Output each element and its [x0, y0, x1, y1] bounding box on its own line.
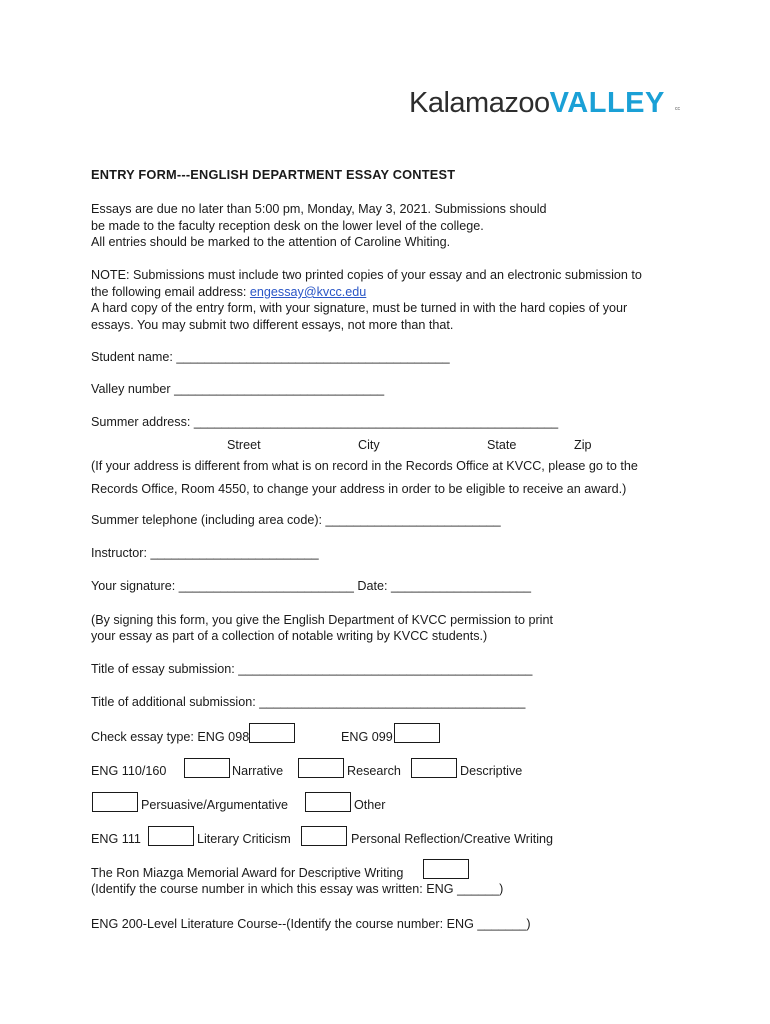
literary-label: Literary Criticism — [197, 832, 291, 846]
descriptive-checkbox[interactable] — [411, 758, 457, 778]
student-name-field[interactable]: Student name: _______________________________________ — [91, 350, 450, 364]
persuasive-checkbox[interactable] — [92, 792, 138, 812]
summer-address-field[interactable]: Summer address: ____________________________________________________ — [91, 415, 559, 429]
intro-line-1: Essays are due no later than 5:00 pm, Monday, May 3, 2021. Submissions should — [91, 202, 547, 216]
permission-line-1: (By signing this form, you give the English Department of KVCC permission to print — [91, 613, 553, 627]
email-link[interactable]: engessay@kvcc.edu — [249, 285, 367, 299]
logo-valley: VALLEY — [549, 87, 665, 119]
note-line-4: essays. You may submit two different essays, not more than that. — [91, 318, 454, 332]
intro-line-2: be made to the faculty reception desk on the lower level of the college. — [91, 219, 484, 233]
additional-title-field[interactable]: Title of additional submission: ______________________________________ — [91, 695, 526, 709]
eng110-label: ENG 110/160 — [91, 764, 167, 778]
instructor-field[interactable]: Instructor: ________________________ — [91, 546, 319, 560]
eng098-checkbox[interactable] — [249, 723, 295, 743]
narrative-label: Narrative — [232, 764, 284, 778]
note-line-2 — [91, 284, 366, 300]
signature-date-field[interactable]: Your signature: _________________________ Date: ____________________ — [91, 579, 532, 593]
address-note-line-1: (If your address is different from what is on record in the Records Office at KVCC, please go to the — [91, 459, 638, 473]
personal-checkbox[interactable] — [301, 826, 347, 846]
award-line-2: (Identify the course number in which this essay was written: ENG ______) — [91, 882, 504, 896]
award-line-1: The Ron Miazga Memorial Award for Descriptive Writing — [91, 866, 404, 880]
intro-line-3: All entries should be marked to the attention of Caroline Whiting. — [91, 235, 451, 249]
descriptive-label: Descriptive — [460, 764, 523, 778]
page-title: ENTRY FORM---ENGLISH DEPARTMENT ESSAY CONTEST — [91, 167, 456, 182]
personal-label: Personal Reflection/Creative Writing — [351, 832, 554, 846]
research-checkbox[interactable] — [298, 758, 344, 778]
telephone-field[interactable]: Summer telephone (including area code): _________________________ — [91, 513, 501, 527]
address-street-label: Street — [227, 438, 261, 452]
essay-type-label: Check essay type: ENG 098 — [91, 730, 250, 744]
address-city-label: City — [358, 438, 380, 452]
permission-line-2: your essay as part of a collection of notable writing by KVCC students.) — [91, 629, 488, 643]
award-line-3: ENG 200-Level Literature Course--(Identify the course number: ENG _______) — [91, 917, 531, 931]
note-email-prefix: the following email address: — [91, 285, 250, 299]
address-state-label: State — [487, 438, 517, 452]
address-note-line-2: Records Office, Room 4550, to change your address in order to be eligible to receive an award.) — [91, 482, 627, 496]
narrative-checkbox[interactable] — [184, 758, 230, 778]
logo-mark: cc — [675, 106, 680, 112]
eng111-label: ENG 111 — [91, 832, 141, 846]
note-line-3: A hard copy of the entry form, with your signature, must be turned in with the hard copies of your — [91, 301, 628, 315]
award-checkbox[interactable] — [423, 859, 469, 879]
kvcc-logo — [409, 86, 680, 120]
essay-title-field[interactable]: Title of essay submission: __________________________________________ — [91, 662, 533, 676]
literary-checkbox[interactable] — [148, 826, 194, 846]
valley-number-field[interactable]: Valley number ______________________________ — [91, 382, 385, 396]
other-checkbox[interactable] — [305, 792, 351, 812]
research-label: Research — [347, 764, 401, 778]
eng099-checkbox[interactable] — [394, 723, 440, 743]
address-zip-label: Zip — [574, 438, 592, 452]
logo-kalamazoo: Kalamazoo — [409, 87, 550, 119]
note-line-1: NOTE: Submissions must include two printed copies of your essay and an electronic submission to — [91, 268, 642, 282]
eng099-label: ENG 099 — [341, 730, 393, 744]
persuasive-label: Persuasive/Argumentative — [141, 798, 288, 812]
other-label: Other — [354, 798, 386, 812]
